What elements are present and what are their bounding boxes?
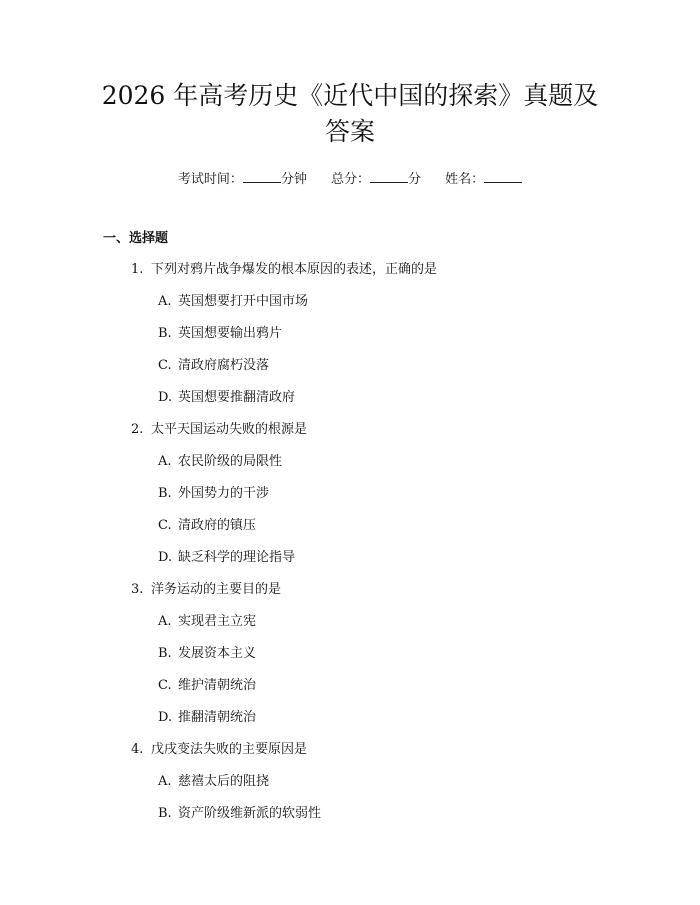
option-label: A. (158, 774, 172, 789)
option-label: A. (158, 454, 172, 469)
option-label: A. (158, 614, 172, 629)
question-stem (0, 422, 700, 438)
option-label: D. (158, 710, 173, 725)
question-text: 洋务运动的主要目的是 (151, 582, 282, 597)
option-list (0, 294, 700, 406)
answer-option (0, 518, 700, 534)
question-text: 下列对鸦片战争爆发的根本原因的表述，正确的是 (151, 262, 438, 277)
section-heading: 一、选择题 (103, 231, 169, 246)
option-text: 外国势力的干涉 (178, 486, 270, 501)
answer-option (0, 614, 700, 630)
answer-option (0, 390, 700, 406)
option-text: 发展资本主义 (178, 646, 257, 661)
option-label: C. (158, 358, 172, 373)
answer-option (0, 326, 700, 342)
question-number: 4. (131, 742, 144, 757)
total-score-label: 总分： (330, 172, 370, 187)
option-label: A. (158, 294, 172, 309)
option-text: 英国想要输出鸦片 (178, 326, 283, 341)
total-score-unit: 分 (408, 172, 422, 187)
question-item (0, 742, 700, 822)
answer-option (0, 646, 700, 662)
answer-option (0, 294, 700, 310)
question-text: 太平天国运动失败的根源是 (151, 422, 308, 437)
option-text: 农民阶级的局限性 (178, 454, 283, 469)
option-label: D. (158, 390, 173, 405)
title-line-2: 答案 (324, 117, 375, 146)
option-label: B. (158, 326, 172, 341)
question-list (0, 262, 700, 838)
document-title (70, 78, 630, 150)
question-number: 2. (131, 422, 144, 437)
option-label: B. (158, 486, 172, 501)
question-stem (0, 262, 700, 278)
total-score-blank (370, 170, 408, 183)
option-text: 英国想要推翻清政府 (178, 390, 296, 405)
option-text: 清政府的镇压 (178, 518, 257, 533)
question-text: 戊戌变法失败的主要原因是 (151, 742, 308, 757)
option-label: C. (158, 678, 172, 693)
answer-option (0, 486, 700, 502)
name-blank (484, 170, 522, 183)
answer-option (0, 550, 700, 566)
answer-option (0, 806, 700, 822)
question-item (0, 262, 700, 406)
question-stem (0, 742, 700, 758)
answer-option (0, 454, 700, 470)
answer-option (0, 678, 700, 694)
option-text: 资产阶级维新派的软弱性 (178, 806, 322, 821)
exam-time-blank (243, 170, 281, 183)
name-label: 姓名： (445, 172, 485, 187)
exam-time-unit: 分钟 (280, 172, 307, 187)
option-list (0, 774, 700, 822)
option-text: 维护清朝统治 (178, 678, 257, 693)
answer-option (0, 710, 700, 726)
title-line-1: 2026 年高考历史《近代中国的探索》真题及 (101, 81, 599, 110)
option-label: B. (158, 806, 172, 821)
question-number: 1. (131, 262, 144, 277)
option-text: 慈禧太后的阻挠 (178, 774, 270, 789)
option-list (0, 454, 700, 566)
question-number: 3. (131, 582, 144, 597)
question-stem (0, 582, 700, 598)
question-item (0, 422, 700, 566)
option-label: D. (158, 550, 173, 565)
option-label: C. (158, 518, 172, 533)
option-label: B. (158, 646, 172, 661)
exam-time-field (178, 170, 307, 189)
option-text: 英国想要打开中国市场 (178, 294, 309, 309)
exam-time-label: 考试时间： (177, 172, 243, 187)
option-text: 推翻清朝统治 (178, 710, 257, 725)
option-list (0, 614, 700, 726)
total-score-field (331, 170, 421, 189)
name-field (445, 170, 522, 189)
answer-option (0, 774, 700, 790)
option-text: 实现君主立宪 (178, 614, 257, 629)
answer-option (0, 358, 700, 374)
exam-info-line (0, 170, 700, 189)
option-text: 缺乏科学的理论指导 (178, 550, 296, 565)
option-text: 清政府腐朽没落 (178, 358, 270, 373)
question-item (0, 582, 700, 726)
